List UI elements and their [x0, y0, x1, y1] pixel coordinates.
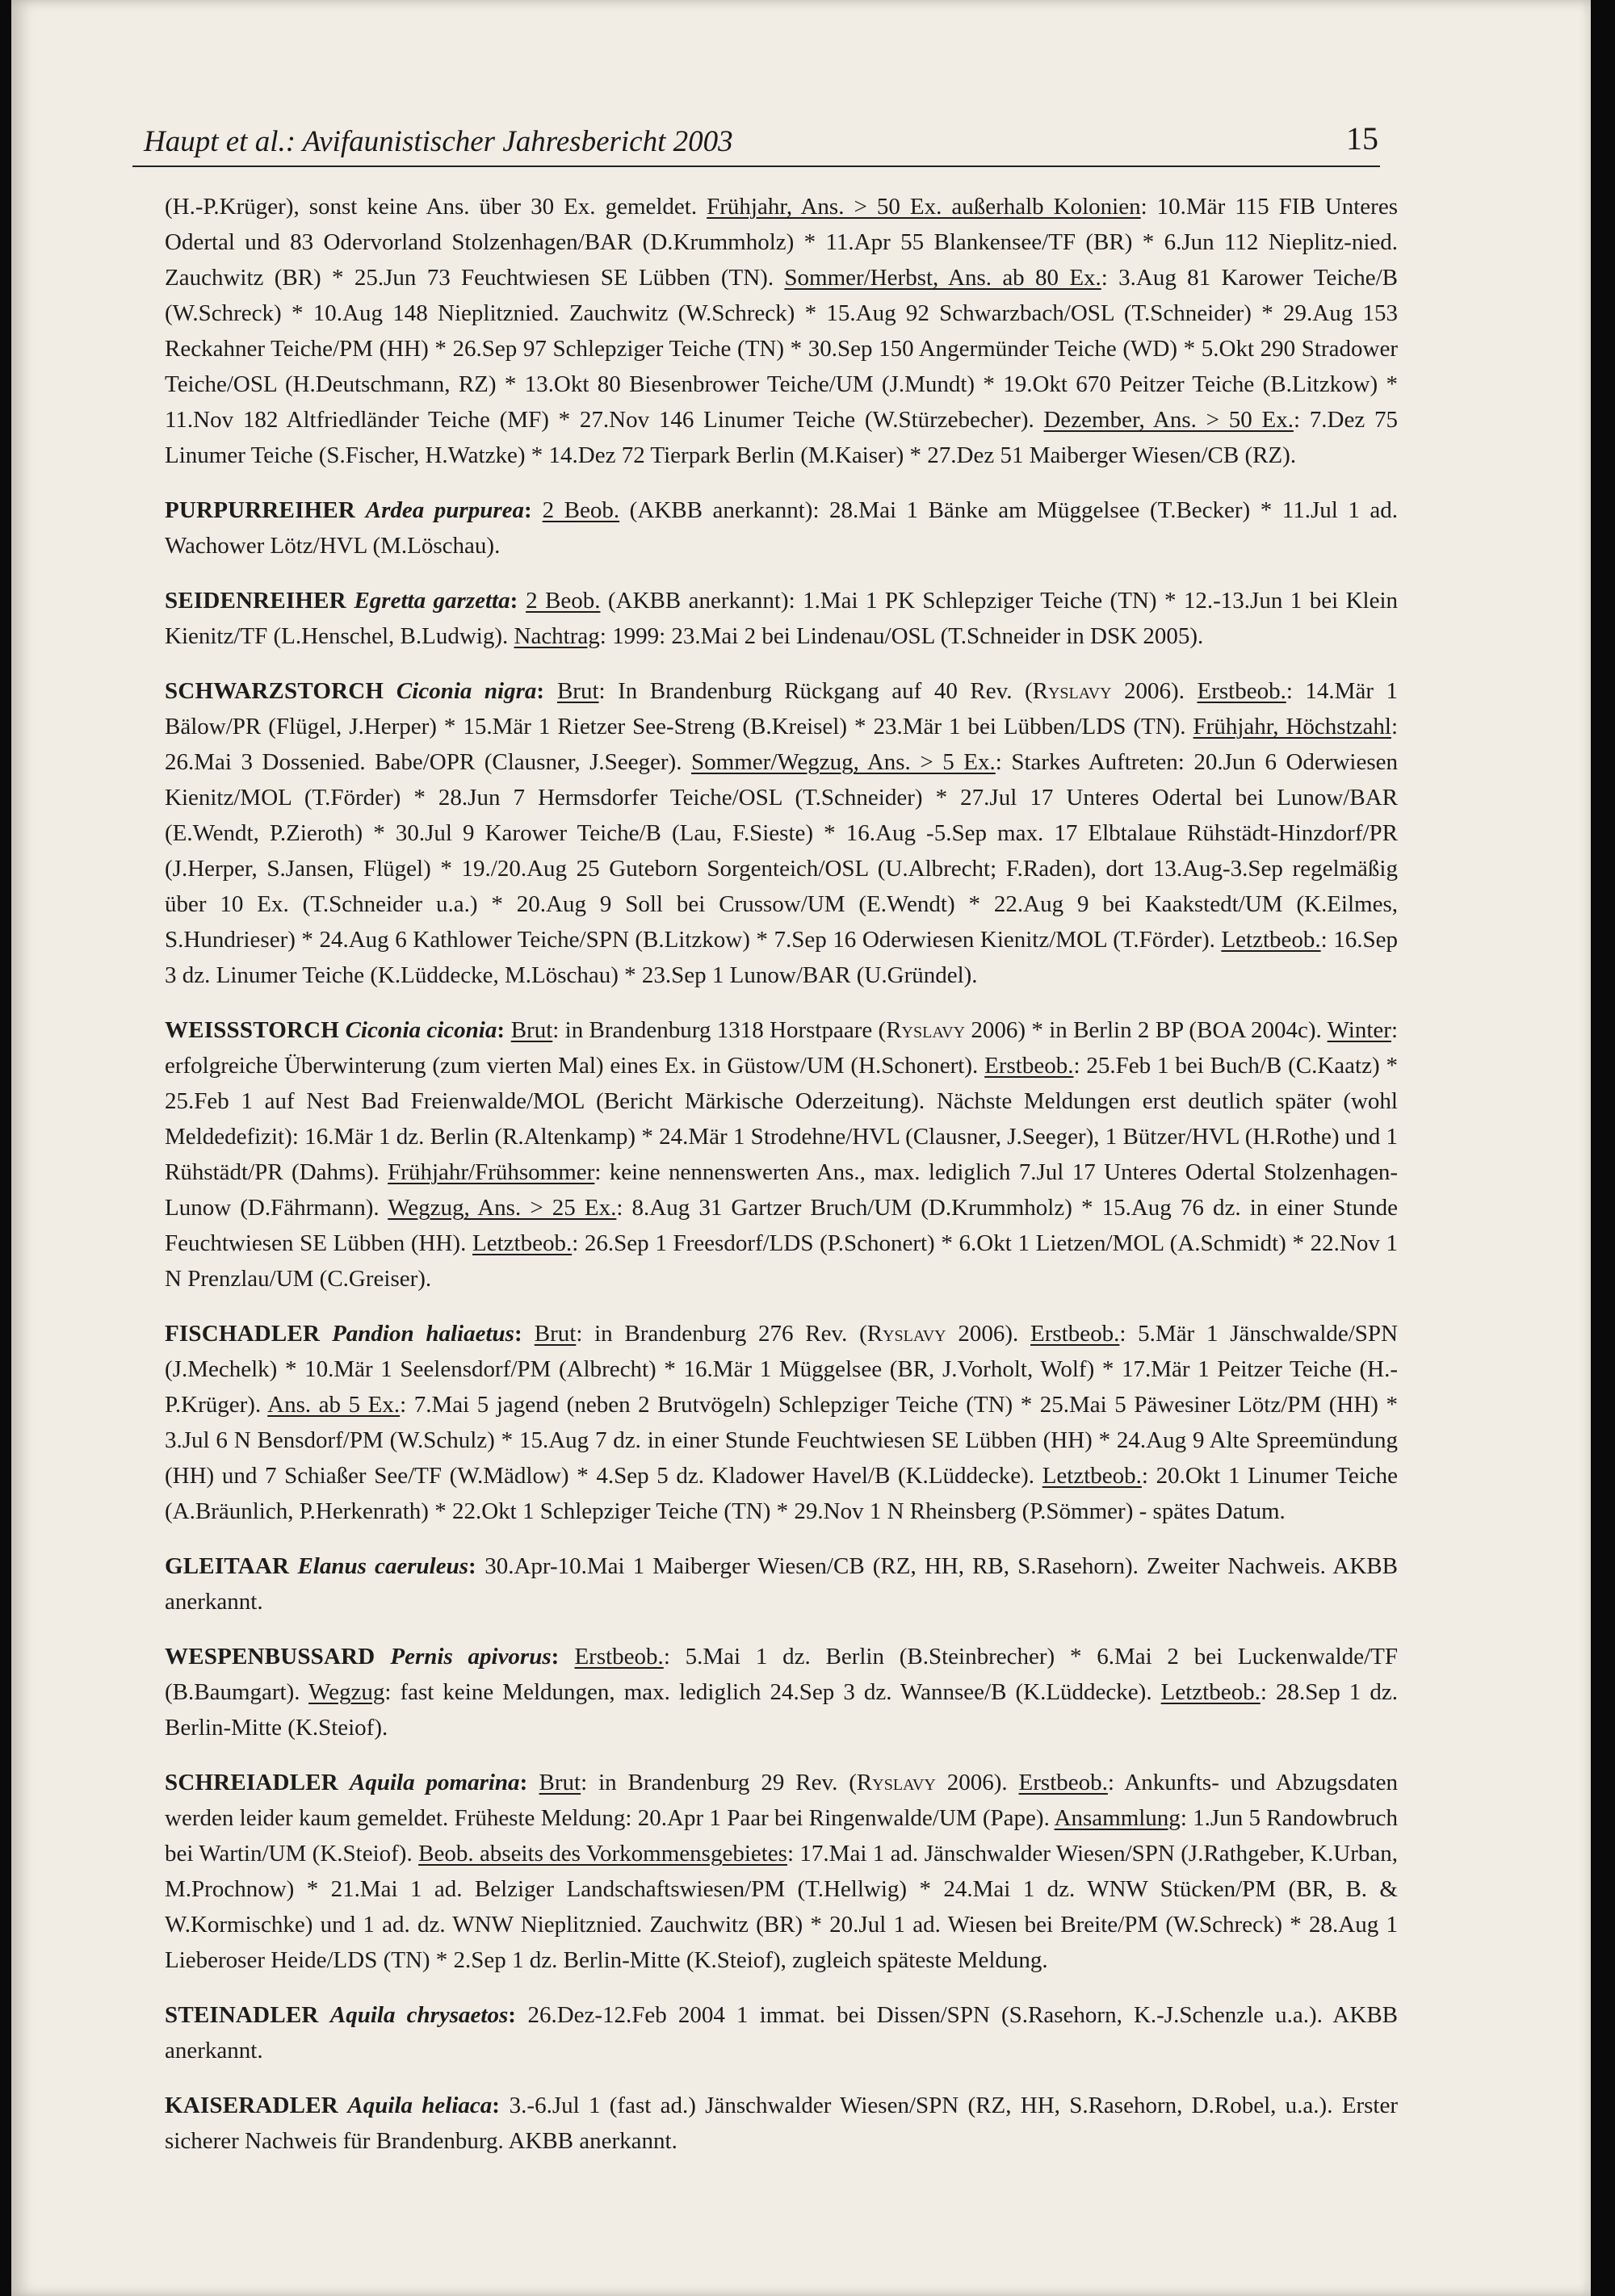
species-entry-kaiseradler: [165, 2088, 1398, 2159]
species-name: :: [519, 1770, 539, 1795]
species-name: WESPENBUSSARD: [165, 1644, 391, 1670]
section-label: Letztbeob.: [472, 1230, 573, 1256]
section-label: Nachtrag: [514, 623, 600, 649]
scientific-name: Aquila pomarina: [350, 1770, 520, 1795]
section-label: Erstbeob.: [574, 1644, 664, 1670]
species-name: :: [497, 1017, 511, 1043]
scientific-name: Ciconia nigra: [396, 678, 537, 704]
species-entry-fischadler: [165, 1316, 1398, 1529]
species-name: PURPURREIHER: [165, 497, 366, 523]
entry-text: : 8.Aug 31 Gartzer Bruch/UM (D.Krummholz) * 15.Aug 76 dz. in einer Stunde Feuchtwiesen SE Lübben (HH).: [165, 1195, 1398, 1256]
scientific-name: Ciconia ciconia: [345, 1017, 497, 1043]
scientific-name: Pandion haliaetus: [332, 1321, 514, 1347]
species-entry-graureiher-continued: [165, 189, 1398, 473]
species-entry-weissstorch: [165, 1012, 1398, 1297]
section-label: Letztbeob.: [1160, 1679, 1261, 1705]
cited-author: Ryslavy: [856, 1770, 936, 1795]
scientific-name: Egretta garzetta: [354, 588, 510, 614]
section-label: Wegzug, Ans. > 25 Ex.: [388, 1195, 617, 1221]
section-label: Erstbeob.: [1030, 1321, 1120, 1347]
entry-text: : 7.Mai 5 jagend (neben 2 Brutvögeln) Schlepziger Teiche (TN) * 25.Mai 5 Päwesiner Lötz/PM (HH) * 3.Jul 6 N Bensdorf/PM (W.Schulz) * 15.Aug 7 dz. in einer Stunde Feuchtwiesen SE Lübben (HH) * 24.Aug 9 Alte Spreemündung (HH) und 7 Schiaßer See/TF (W.Mädlow) * 4.Sep 5 dz. Kladower Havel/B (K.Lüddecke).: [165, 1392, 1398, 1489]
entry-text: : 1.Jun 5 Randowbruch bei Wartin/UM (K.Steiof).: [165, 1805, 1398, 1867]
entry-text: 30.Apr-10.Mai 1 Maiberger Wiesen/CB (RZ, HH, RB, S.Rasehorn). Zweiter Nachweis. AKBB anerkannt.: [165, 1553, 1398, 1615]
species-name: :: [524, 497, 543, 523]
entry-text: 2006).: [946, 1321, 1031, 1347]
entry-text: (AKBB anerkannt): 28.Mai 1 Bänke am Müggelsee (T.Becker) * 11.Jul 1 ad. Wachower Lötz/HVL (M.Löschau).: [165, 497, 1399, 559]
species-name: :: [536, 678, 557, 704]
section-label: 2 Beob.: [542, 497, 620, 523]
section-label: Ansammlung: [1054, 1805, 1181, 1831]
section-label: Wegzug: [308, 1679, 385, 1705]
entry-text: : 16.Sep 3 dz. Linumer Teiche (K.Lüddecke, M.Löschau) * 23.Sep 1 Lunow/BAR (U.Gründel).: [165, 927, 1398, 988]
section-label: Erstbeob.: [1197, 678, 1286, 704]
section-label: Winter: [1327, 1017, 1391, 1043]
entry-text: : 25.Feb 1 bei Buch/B (C.Kaatz) * 25.Feb 1 auf Nest Bad Freienwalde/MOL (Bericht Märkische Oderzeitung). Nächste Meldungen erst deutlich später (wohl Meldedefizit): 16.Mär 1 dz. Berlin (R.Altenkamp) * 24.Mär 1 Strodehne/HVL (Clausner, J.Seeger), 1 Bützer/HVL (H.Rothe) und 1 Rühstädt/PR (Dahms).: [165, 1053, 1398, 1185]
species-name: :: [510, 588, 526, 614]
section-label: 2 Beob.: [526, 588, 601, 614]
section-label: Sommer/Wegzug, Ans. > 5 Ex.: [691, 749, 996, 775]
entry-text: : in Brandenburg 29 Rev. (: [581, 1770, 857, 1795]
entry-text: : 10.Mär 115 FIB Unteres Odertal und 83 Odervorland Stolzenhagen/BAR (D.Krummholz) * 11.Apr 55 Blankensee/TF (BR) * 6.Jun 112 Nieplitz-nied. Zauchwitz (BR) * 25.Jun 73 Feuchtwiesen SE Lübben (TN).: [165, 194, 1398, 291]
entry-text: : Ankunfts- und Abzugsdaten werden leider kaum gemeldet. Früheste Meldung: 20.Apr 1 Paar bei Ringenwalde/UM (Pape).: [165, 1770, 1398, 1831]
entry-text: 2006) * in Berlin 2 BP (BOA 2004c).: [965, 1017, 1328, 1043]
entry-text: : fast keine Meldungen, max. lediglich 24.Sep 3 dz. Wannsee/B (K.Lüddecke).: [384, 1679, 1161, 1705]
page-number: 15: [1346, 120, 1378, 157]
entry-text: : 3.Aug 81 Karower Teiche/B (W.Schreck) * 10.Aug 148 Nieplitznied. Zauchwitz (W.Schreck) * 15.Aug 92 Schwarzbach/OSL (T.Schneider) * 29.Aug 153 Reckahner Teiche/PM (HH) * 26.Sep 97 Schlepziger Teiche (TN) * 30.Sep 150 Angermünder Teiche (WD) * 5.Okt 290 Stradower Teiche/OSL (H.Deutschmann, RZ) * 13.Okt 80 Biesenbrower Teiche/UM (J.Mundt) * 19.Okt 670 Peitzer Teiche (B.Litzkow) * 11.Nov 182 Altfriedländer Teiche (MF) * 27.Nov 146 Linumer Teiche (W.Stürzebecher).: [165, 265, 1399, 433]
entry-text: 3.-6.Jul 1 (fast ad.) Jänschwalder Wiesen/SPN (RZ, HH, S.Rasehorn, D.Robel, u.a.). Erster sicherer Nachweis für Brandenburg. AKBB anerkannt.: [165, 2093, 1398, 2154]
scientific-name: Ardea purpurea: [365, 497, 525, 523]
entry-text: : keine nennenswerten Ans., max. lediglich 7.Jul 17 Unteres Odertal Stolzenhagen-Lunow (D.Fährmann).: [165, 1159, 1398, 1221]
entry-text: : 20.Okt 1 Linumer Teiche (A.Bräunlich, P.Herkenrath) * 22.Okt 1 Schlepziger Teiche (TN) * 29.Nov 1 N Rheinsberg (P.Sömmer) - spätes Datum.: [165, 1463, 1398, 1524]
species-name: :: [508, 2002, 528, 2028]
section-label: Brut: [556, 678, 599, 704]
species-entry-gleitaar: [165, 1548, 1398, 1619]
species-name: WEISSSTORCH: [165, 1017, 346, 1043]
species-entry-steinadler: [165, 1997, 1398, 2068]
section-label: Frühjahr, Höchstzahl: [1193, 714, 1391, 739]
cited-author: Ryslavy: [866, 1321, 946, 1347]
section-label: Brut: [539, 1770, 581, 1795]
species-entry-schreiadler: [165, 1765, 1398, 1978]
entry-text: : in Brandenburg 276 Rev. (: [576, 1321, 867, 1347]
section-label: Frühjahr/Frühsommer: [388, 1159, 595, 1185]
species-name: SCHREIADLER: [165, 1770, 350, 1795]
species-name: :: [514, 1321, 535, 1347]
entry-text: : 26.Sep 1 Freesdorf/LDS (P.Schonert) * 6.Okt 1 Lietzen/MOL (A.Schmidt) * 22.Nov 1 N Prenzlau/UM (C.Greiser).: [165, 1230, 1398, 1292]
scientific-name: Aquila chrysaetos: [329, 2002, 509, 2028]
entry-text: : 1999: 23.Mai 2 bei Lindenau/OSL (T.Schneider in DSK 2005).: [599, 623, 1204, 649]
section-label: Erstbeob.: [984, 1053, 1074, 1079]
section-label: Sommer/Herbst, Ans. ab 80 Ex.: [784, 265, 1101, 291]
entry-text: : 26.Mai 3 Dossenied. Babe/OPR (Clausner, J.Seeger).: [165, 714, 1398, 775]
document-page: [11, 0, 1591, 2296]
entry-text: : 5.Mai 1 dz. Berlin (B.Steinbrecher) * 6.Mai 2 bei Luckenwalde/TF (B.Baumgart).: [165, 1644, 1398, 1705]
species-entry-schwarzstorch: [165, 673, 1398, 993]
article-body: [165, 189, 1398, 2178]
species-name: FISCHADLER: [165, 1321, 333, 1347]
running-header: [132, 109, 1380, 167]
species-name: SCHWARZSTORCH: [165, 678, 396, 704]
section-label: Letztbeob.: [1221, 927, 1321, 953]
entry-text: 2006).: [935, 1770, 1019, 1795]
species-name: :: [492, 2093, 510, 2118]
scientific-name: Elanus caeruleus: [297, 1553, 469, 1579]
cited-author: Ryslavy: [1032, 678, 1112, 704]
section-label: Brut: [534, 1321, 577, 1347]
entry-text: : In Brandenburg Rückgang auf 40 Rev. (: [598, 678, 1033, 704]
section-label: Letztbeob.: [1042, 1463, 1142, 1489]
entry-text: : 5.Mär 1 Jänschwalde/SPN (J.Mechelk) * 10.Mär 1 Seelensdorf/PM (Albrecht) * 16.Mär 1 Müggelsee (BR, J.Vorholt, Wolf) * 17.Mär 1 Peitzer Teiche (H.-P.Krüger).: [165, 1321, 1399, 1418]
entry-text: 2006).: [1111, 678, 1198, 704]
species-entry-seidenreiher: [165, 583, 1398, 654]
entry-text: : 17.Mai 1 ad. Jänschwalder Wiesen/SPN (J.Rathgeber, K.Urban, M.Prochnow) * 21.Mai 1 ad. Belziger Landschaftswiesen/PM (T.Hellwig) * 24.Mai 1 dz. WNW Stücken/PM (BR, B. & W.Kormischke) und 1 ad. dz. WNW Nieplitznied. Zauchwitz (BR) * 20.Jul 1 ad. Wiesen bei Breite/PM (W.Schreck) * 28.Aug 1 Lieberoser Heide/LDS (TN) * 2.Sep 1 dz. Berlin-Mitte (K.Steiof), zugleich späteste Meldung.: [165, 1841, 1398, 1973]
species-entry-purpurreiher: [165, 492, 1398, 564]
entry-text: : in Brandenburg 1318 Horstpaare (: [552, 1017, 887, 1043]
entry-text: : erfolgreiche Überwinterung (zum vierten Mal) eines Ex. in Güstow/UM (H.Schonert).: [165, 1017, 1399, 1079]
cited-author: Ryslavy: [886, 1017, 966, 1043]
section-label: Ans. ab 5 Ex.: [267, 1392, 401, 1418]
entry-text: (H.-P.Krüger), sonst keine Ans. über 30 Ex. gemeldet.: [165, 194, 707, 220]
entry-text: : 28.Sep 1 dz. Berlin-Mitte (K.Steiof).: [165, 1679, 1398, 1741]
species-name: KAISERADLER: [165, 2093, 348, 2118]
species-name: :: [551, 1644, 575, 1670]
scientific-name: Pernis apivorus: [390, 1644, 552, 1670]
entry-text: 26.Dez-12.Feb 2004 1 immat. bei Dissen/SPN (S.Rasehorn, K.-J.Schenzle u.a.). AKBB anerkannt.: [165, 2002, 1398, 2063]
scientific-name: Aquila heliaca: [347, 2093, 493, 2118]
species-name: STEINADLER: [165, 2002, 330, 2028]
entry-text: : 14.Mär 1 Bälow/PR (Flügel, J.Herper) * 15.Mär 1 Rietzer See-Streng (B.Kreisel) * 23.Mär 1 bei Lübben/LDS (TN).: [165, 678, 1398, 739]
species-name: GLEITAAR: [165, 1553, 298, 1579]
running-title: Haupt et al.: Avifaunistischer Jahresbericht 2003: [144, 125, 733, 158]
entry-text: : Starkes Auftreten: 20.Jun 6 Oderwiesen Kienitz/MOL (T.Förder) * 28.Jun 7 Hermsdorfer Teiche/OSL (T.Schneider) * 27.Jul 17 Unteres Odertal bei Lunow/BAR (E.Wendt, P.Zieroth) * 30.Jul 9 Karower Teiche/B (Lau, F.Sieste) * 16.Aug -5.Sep max. 17 Elbtalaue Rühstädt-Hinzdorf/PR (J.Herper, S.Jansen, Flügel) * 19./20.Aug 25 Guteborn Sorgenteich/OSL (U.Albrecht; F.Raden), dort 13.Aug-3.Sep regelmäßig über 10 Ex. (T.Schneider u.a.) * 20.Aug 9 Soll bei Crussow/UM (E.Wendt) * 22.Aug 9 bei Kaakstedt/UM (K.Eilmes, S.Hundrieser) * 24.Aug 6 Kathlower Teiche/SPN (B.Litzkow) * 7.Sep 16 Oderwiesen Kienitz/MOL (T.Förder).: [165, 749, 1398, 953]
section-label: Erstbeob.: [1018, 1770, 1108, 1795]
section-label: Brut: [510, 1017, 553, 1043]
entry-text: : 7.Dez 75 Linumer Teiche (S.Fischer, H.Watzke) * 14.Dez 72 Tierpark Berlin (M.Kaiser) * 27.Dez 51 Maiberger Wiesen/CB (RZ).: [165, 407, 1398, 468]
section-label: Dezember, Ans. > 50 Ex.: [1043, 407, 1294, 433]
species-name: :: [468, 1553, 485, 1579]
entry-text: (AKBB anerkannt): 1.Mai 1 PK Schlepziger Teiche (TN) * 12.-13.Jun 1 bei Klein Kienitz/TF (L.Henschel, B.Ludwig).: [165, 588, 1399, 649]
section-label: Frühjahr, Ans. > 50 Ex. außerhalb Kolonien: [707, 194, 1141, 220]
species-name: SEIDENREIHER: [165, 588, 354, 614]
section-label: Beob. abseits des Vorkommensgebietes: [418, 1841, 787, 1867]
species-entry-wespenbussard: [165, 1639, 1398, 1745]
